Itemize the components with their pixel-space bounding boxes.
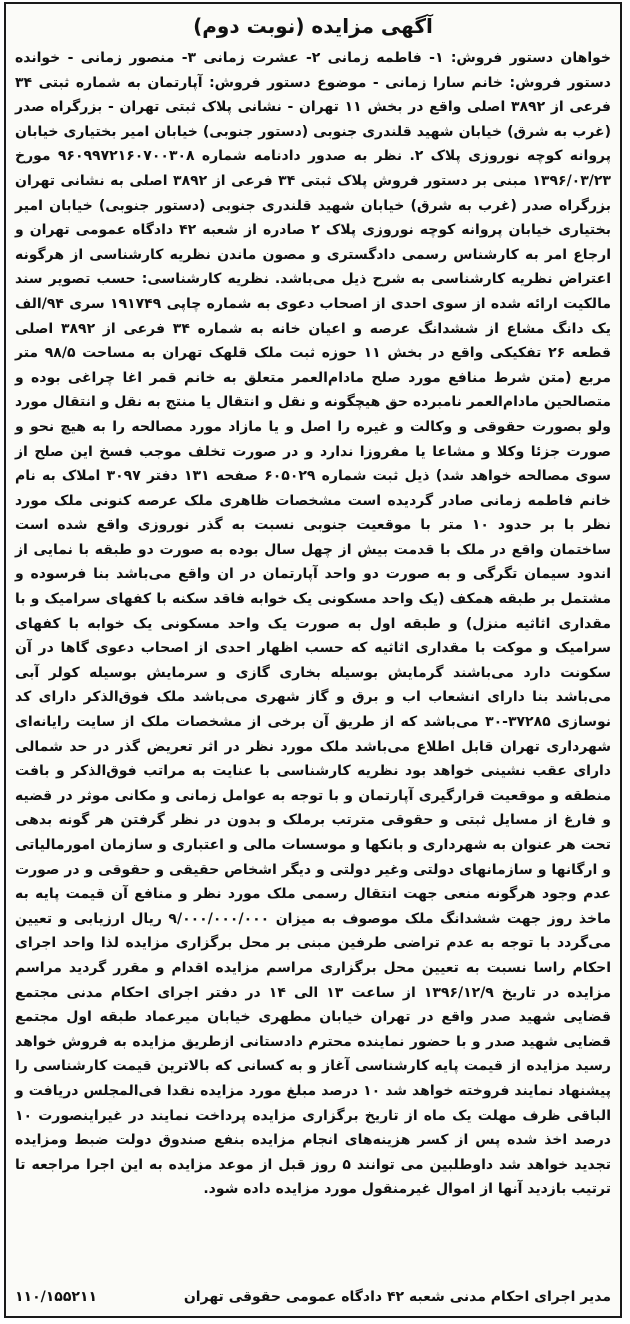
notice-title: آگهی مزایده (نوبت دوم) [193,14,433,38]
auction-notice [4,2,622,1318]
notice-signature: مدیر اجرای احکام مدنی شعبه ۴۲ دادگاه عمومی حقوقی تهران [183,1289,611,1305]
notice-body: خواهان دستور فروش: ۱- فاطمه زمانی ۲- عشرت زمانی ۳- منصور زمانی - خوانده دستور فروش: خانم سارا زمانی - موضوع دستور فروش: آپارتمان به شماره ثبتی ۳۴ فرعی از ۳۸۹۲ اصلی واقع در بخش ۱۱ تهران - نشانی پلاک ثبتی تهران - بزرگراه صدر (غرب به شرق) خیابان شهید قلندری جنوبی (دستور جنوبی) خیابان امیر بختیاری خیابان پروانه کوچه نوروزی پلاک ۲. نظر به صدور دادنامه شماره ۹۶۰۹۹۷۲۱۶۰۷۰۰۳۰۸ مورخ ۱۳۹۶/۰۳/۲۳ مبنی بر دستور فروش پلاک ثبتی ۳۴ فرعی از ۳۸۹۲ اصلی به نشانی تهران بزرگراه صدر (غرب به شرق) خیابان شهید قلندری جنوبی (دستور جنوبی) خیابان امیر بختیاری خیابان پروانه کوچه نوروزی پلاک ۲ صادره از شعبه ۴۲ دادگاه عمومی تهران و ارجاع امر به کارشناس رسمی دادگستری و مصون ماندن نظریه کارشناسی از هرگونه اعتراض نظریه کارشناسی به شرح ذیل می‌باشد. نظریه کارشناسی: حسب تصویر سند مالکیت ارائه شده از سوی احدی از اصحاب دعوی به شماره چاپی ۱۹۱۷۴۹ سری ۹۴/الف یک دانگ مشاع از ششدانگ عرصه و اعیان خانه به شماره ۳۴ فرعی از ۳۸۹۲ اصلی قطعه ۲۶ تفکیکی واقع در بخش ۱۱ حوزه ثبت ملک قلهک تهران به مساحت ۹۸/۵ متر مربع (متن شرط منافع مورد صلح مادام‌العمر متعلق به خانم قمر اغا چراغی بوده و متصالحین مادام‌العمر نامبرده حق هیچگونه و نقل و انتقال یا منتج به نقل و انتقال مورد ولو بصورت حقوقی و وکالت و غیره را اصل و یا مازاد مورد مصالحه را به هیچ نحو و صورت جزئا وکلا و مشاعا یا مفروزا ندارد و در صورت تخلف موجب فسخ این صلح از سوی مصالحه خواهد شد) ذیل ثبت شماره ۶۰۵۰۲۹ صفحه ۱۳۱ دفتر ۳۰۹۷ املاک به نام خانم فاطمه زمانی صادر گردیده است مشخصات ظاهری ملک عرصه کنونی ملک مورد نظر با بر حدود ۱۰ متر با موقعیت جنوبی نسبت به گذر نوروزی واقع شده است ساختمان واقع در ملک با قدمت بیش از چهل سال بوده به صورت دو طبقه با نمایی از اندود سیمان تگرگی و به صورت دو واحد آپارتمان در ان واقع می‌باشد بنا فرسوده و مشتمل بر طبقه همکف (یک واحد مسکونی یک خوابه فاقد سکنه با کفهای سرامیک و با مقداری اثاثیه منزل) و طبقه اول به صورت یک واحد مسکونی یک خوابه با کفهای سرامیک و موکت با مقداری اثاثیه که حسب اظهار احدی از اصحاب دعوی گاها در آن سکونت دارد می‌باشند گرمایش بوسیله بخاری گازی و سرمایش بوسیله کولر آبی می‌باشد بنا دارای انشعاب اب و برق و گاز شهری می‌باشد ملک فوق‌الذکر دارای کد نوسازی ۳۷۲۸۵-۳۰ می‌باشد که از طریق آن برخی از مشخصات ملک از سایت رایانه‌ای شهرداری تهران قابل اطلاع می‌باشد ملک مورد نظر در اثر تعریض گذر در حد شمالی دارای عقب نشینی خواهد بود نظریه کارشناسی با عنایت به مراتب فوق‌الذکر و بافت منطقه و موقعیت قرارگیری آپارتمان و با توجه به عوامل زمانی و مکانی موثر در قضیه و فارغ از مسایل ثبتی و حقوقی مترتب برملک و بدون در نظر گرفتن هر گونه بدهی تحت هر عنوان به شهرداری و بانکها و موسسات مالی و اعتباری و سازمان امورمالیاتی و ارگانها و سازمانهای دولتی وغیر دولتی و دیگر اشخاص حقیقی و حقوقی و در صورت عدم وجود هرگونه منعی جهت انتقال رسمی ملک مورد نظر و منافع آن قیمت پایه به ماخذ روز جهت ششدانگ ملک موصوف به میزان ۹/۰۰۰/۰۰۰/۰۰۰ ریال ارزیابی و تعیین می‌گردد با توجه به عدم تراضی طرفین مبنی بر محل برگزاری مزایده لذا واحد اجرای احکام راسا نسبت به تعیین محل برگزاری مراسم مزایده اقدام و مقرر گردید مراسم مزایده در تاریخ ۱۳۹۶/۱۲/۹ از ساعت ۱۳ الی ۱۴ در دفتر اجرای احکام مدنی مجتمع قضایی شهید صدر واقع در تهران خیابان مطهری خیابان میرعماد طبقه اول مجتمع قضایی شهید صدر و با حضور نماینده محترم دادستانی ازطریق مزایده به فروش خواهد رسید مزایده از قیمت پایه کارشناسی آغاز و به کسانی که بالاترین قیمت کارشناسی را پیشنهاد نمایند فروخته خواهد شد ۱۰ درصد مبلغ مورد مزایده نقدا فی‌المجلس دریافت و الباقی ظرف مهلت یک ماه از تاریخ برگزاری مزایده پرداخت نمایند در غیراینصورت ۱۰ درصد اخذ شده پس از کسر هزینه‌های انجام مزایده بنفع صندوق دولت ضبط ومزایده تجدید خواهد شد داوطلبین می توانند ۵ روز قبل از موعد مزایده به این اجرا مراجعه تا ترتیب بازدید آنها از اموال غیرمنقول مورد مزایده داده شود. [15,50,612,1198]
notice-reference-number: ۱۱۰/۱۵۵۲۱۱ [15,1289,98,1305]
notice-footer [15,1286,611,1308]
